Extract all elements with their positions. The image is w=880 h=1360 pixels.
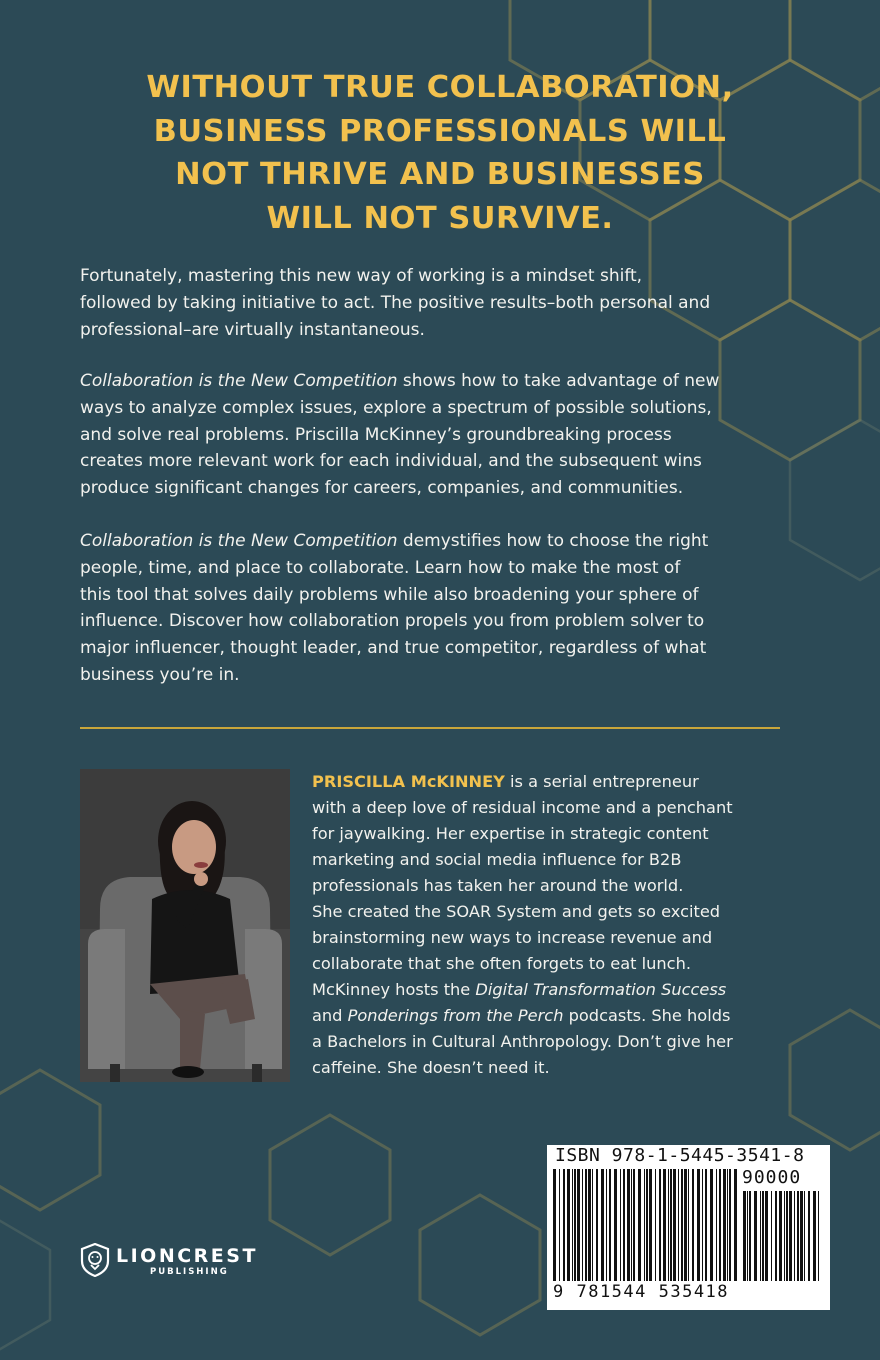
- bio-line: with a deep love of residual income and a penchant: [312, 798, 733, 817]
- headline-line: BUSINESS PROFESSIONALS WILL: [153, 113, 727, 149]
- paragraph-line: followed by taking initiative to act. The positive results–both personal and: [80, 292, 711, 313]
- paragraph-line: this tool that solves daily problems while also broadening your sphere of: [80, 584, 699, 605]
- author-name: PRISCILLA McKINNEY: [312, 772, 505, 791]
- paragraph-line: professional–are virtually instantaneous.: [80, 319, 425, 340]
- paragraph-line: and solve real problems. Priscilla McKinney’s groundbreaking process: [80, 424, 672, 445]
- publisher-logo: [80, 1243, 280, 1283]
- book-title: Collaboration is the New Competition: [80, 531, 398, 551]
- paragraph-text: shows how to take advantage of new: [397, 371, 720, 391]
- paragraph-line: major influencer, thought leader, and true competitor, regardless of what: [80, 638, 707, 659]
- headline-line: WITHOUT TRUE COLLABORATION,: [146, 70, 734, 105]
- publisher-name: LIONCREST: [116, 1245, 258, 1267]
- isbn-digits: 9 781544 535418: [553, 1282, 730, 1302]
- headline-line: NOT THRIVE AND BUSINESSES: [175, 157, 705, 192]
- isbn-label: ISBN 978-1-5445-3541-8: [555, 1145, 805, 1166]
- bio-text: McKinney hosts the: [312, 980, 476, 999]
- paragraph-text: demystifies how to choose the right: [397, 531, 709, 551]
- description-paragraph-1: [80, 263, 785, 343]
- author-bio: [312, 769, 792, 1081]
- bio-line: caffeine. She doesn’t need it.: [312, 1058, 550, 1077]
- bio-line: She created the SOAR System and gets so excited: [312, 902, 721, 921]
- author-photo: [80, 769, 290, 1082]
- bio-text: and: [312, 1006, 348, 1025]
- paragraph-line: influence. Discover how collaboration propels you from problem solver to: [80, 611, 705, 632]
- bio-line: a Bachelors in Cultural Anthropology. Don’t give her: [312, 1032, 733, 1051]
- barcode-bars: [553, 1169, 739, 1281]
- description-paragraph-3: [80, 528, 785, 689]
- book-title: Collaboration is the New Competition: [80, 371, 398, 391]
- bio-text: is a serial entrepreneur: [504, 772, 699, 791]
- bio-line: collaborate that she often forgets to eat lunch.: [312, 954, 691, 973]
- bio-line: [312, 1003, 792, 1029]
- bio-line: [312, 977, 792, 1003]
- description-paragraph-2: [80, 368, 785, 502]
- lion-crest-icon: [80, 1243, 110, 1277]
- podcast-title: Ponderings from the Perch: [347, 1006, 564, 1025]
- barcode-addon-bars: [743, 1191, 823, 1281]
- paragraph-line: Fortunately, mastering this new way of working is a mindset shift,: [80, 266, 643, 286]
- headline: [60, 66, 820, 240]
- bio-line: [312, 769, 792, 795]
- publisher-subtitle: PUBLISHING: [150, 1267, 229, 1277]
- paragraph-line: ways to analyze complex issues, explore a spectrum of possible solutions,: [80, 397, 712, 418]
- bio-line: for jaywalking. Her expertise in strategic content: [312, 824, 709, 843]
- paragraph-line: produce significant changes for careers, companies, and communities.: [80, 478, 684, 499]
- bio-text: podcasts. She holds: [563, 1006, 731, 1025]
- paragraph-line: people, time, and place to collaborate. Learn how to make the most of: [80, 557, 681, 578]
- paragraph-line: creates more relevant work for each individual, and the subsequent wins: [80, 451, 702, 472]
- paragraph-line: [80, 368, 785, 395]
- paragraph-line: [80, 528, 785, 555]
- bio-line: marketing and social media influence for B2B: [312, 850, 682, 869]
- isbn-barcode: [547, 1145, 830, 1310]
- podcast-title: Digital Transformation Success: [475, 980, 727, 999]
- bio-line: brainstorming new ways to increase revenue and: [312, 928, 713, 947]
- paragraph-line: business you’re in.: [80, 664, 240, 685]
- bio-line: professionals has taken her around the world.: [312, 876, 684, 895]
- price-code: 90000: [742, 1167, 802, 1188]
- headline-line: WILL NOT SURVIVE.: [266, 200, 614, 236]
- section-divider: [80, 727, 780, 729]
